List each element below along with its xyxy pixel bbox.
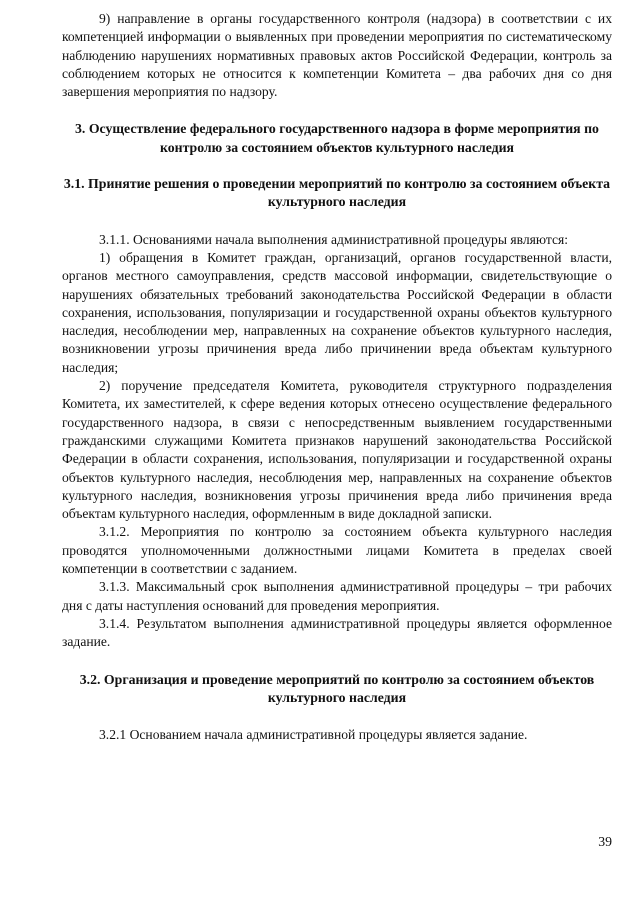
page-number: 39	[598, 834, 612, 849]
section-3-heading: 3. Осуществление федерального государственного надзора в форме мероприятия по контролю за состоянием объектов культурного наследия	[75, 121, 599, 155]
paragraph-3-1-2: 3.1.2. Мероприятия по контролю за состоянием объекта культурного наследия проводятся уполномоченными должностными лицами Комитета в пределах своей компетенции в соответствии с заданием.	[62, 524, 612, 577]
page-content	[62, 10, 612, 744]
paragraph-3-1-4: 3.1.4. Результатом выполнения административной процедуры является оформленное задание.	[62, 615, 612, 650]
paragraph-item-9: 9) направление в органы государственного контроля (надзора) в соответствии с их компетенцией информации о выявленных при проведении мероприятия по систематическому наблюдению нарушениях нормативных правовых актов Российской Федерации, контроль за соблюдением которых не относится к компетенции Комитета – два рабочих дня со дня завершения мероприятия по надзору.	[62, 11, 612, 100]
paragraph-3-1-1: 3.1.1. Основаниями начала выполнения административной процедуры являются:	[99, 231, 569, 247]
paragraph-3-1-1-item-1: 1) обращения в Комитет граждан, организаций, органов государственной власти, органов местного самоуправления, средств массовой информации, свидетельствующие о нарушениях обязательных требований законодательства Российской Федерации в области сохранения, использования, популяризации и государственной охраны объектов культурного наследия, несоблюдении мер, направленных на сохранение объектов культурного наследия, возникновении угрозы причинения вреда либо причинении вреда объектам культурного наследия;	[62, 249, 612, 375]
paragraph-3-1-3: 3.1.3. Максимальный срок выполнения административной процедуры – три рабочих дня с даты наступления оснований для проведения мероприятия.	[62, 579, 612, 613]
paragraph-3-1-1-item-2: 2) поручение председателя Комитета, руководителя структурного подразделения Комитета, их заместителей, к сфере ведения которых отнесено осуществление федерального государственного надзора, в связи с непосредственным выявлением государственными гражданскими служащими Комитета признаков нарушений законодательства Российской Федерации в области сохранения, использования, популяризации и государственной охраны объектов культурного наследия, несоблюдения мер, направленных на сохранение объектов культурного наследия, возникновения угрозы причинения вреда либо причинения вреда объектам культурного наследия, оформленным в виде докладной записки.	[62, 378, 612, 522]
paragraph-3-2-1: 3.2.1 Основанием начала административной процедуры является задание.	[99, 727, 528, 743]
section-3-1-heading: 3.1. Принятие решения о проведении мероприятий по контролю за состоянием объекта культурного наследия	[63, 176, 611, 210]
section-3-2-heading: 3.2. Организация и проведение мероприятий по контролю за состоянием объектов культурного наследия	[79, 671, 595, 705]
